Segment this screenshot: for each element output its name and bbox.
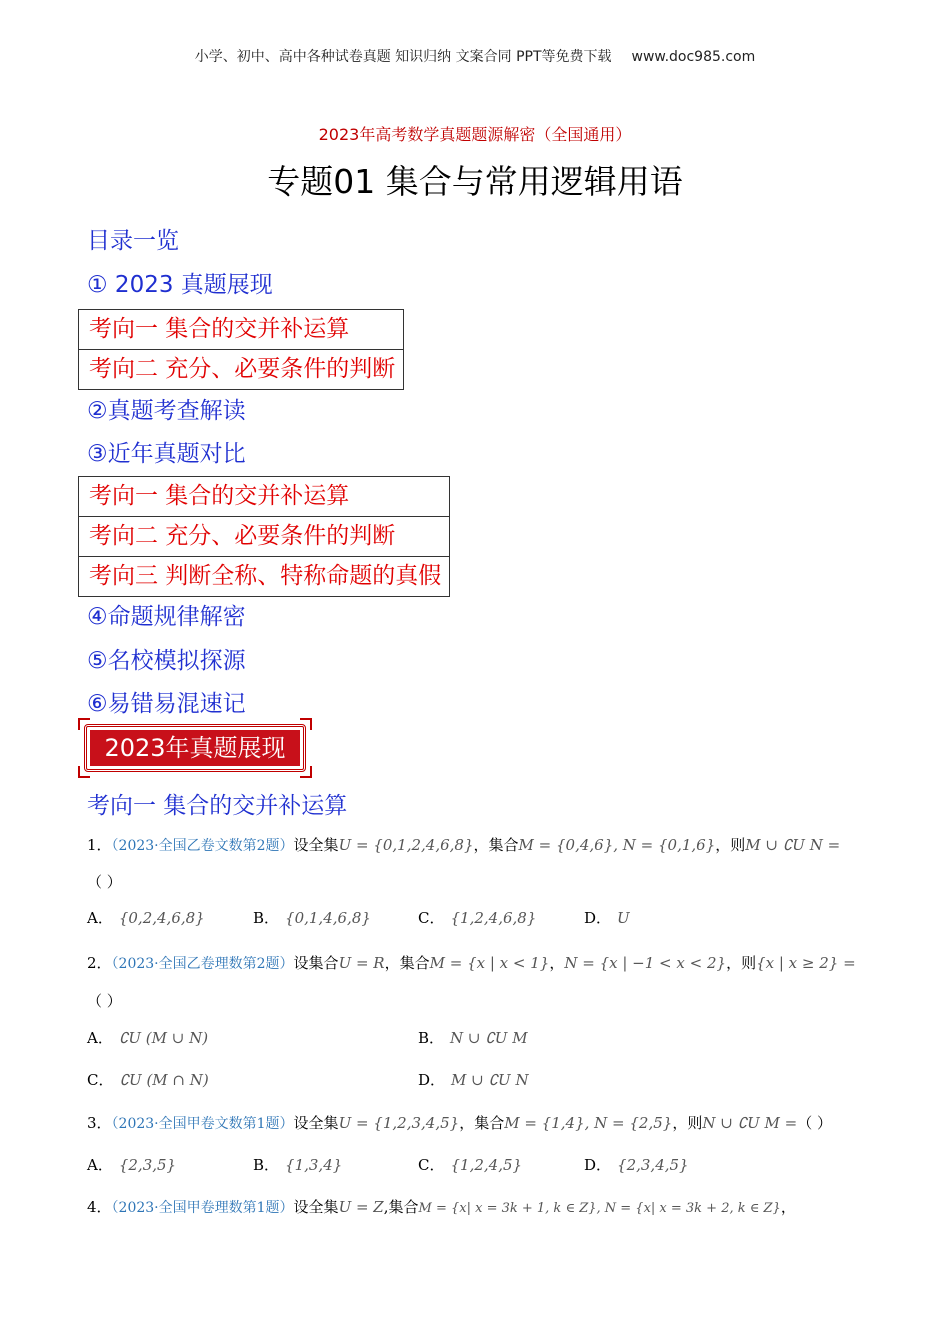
toc-group-1-row: 考向二 充分、必要条件的判断: [79, 349, 403, 389]
math-expression: M = {0,4,6}, N = {0,1,6}: [518, 836, 716, 854]
toc-item-2: ②真题考查解读: [87, 398, 246, 424]
option-label: A．: [87, 1156, 113, 1174]
option-value: ∁U (M ∪ N): [118, 1029, 209, 1047]
toc-group-2-row: 考向一 集合的交并补运算: [89, 483, 350, 509]
question-text: ，则: [726, 954, 757, 972]
option-a[interactable]: [87, 907, 205, 928]
question-number: 2．: [87, 954, 112, 972]
answer-paren: （ ）: [87, 992, 122, 1010]
option-label: D．: [418, 1071, 446, 1089]
header-url[interactable]: www.doc985.com: [631, 49, 756, 65]
option-value: U: [617, 909, 630, 927]
question-number: 3．: [87, 1114, 112, 1132]
section-banner: [84, 724, 306, 772]
option-label: C．: [418, 1156, 445, 1174]
option-label: B．: [418, 1029, 445, 1047]
question-text: ，: [549, 954, 565, 972]
math-expression: N = {x | −1 < x < 2}: [564, 954, 727, 972]
question-text: 设全集: [293, 1198, 339, 1216]
option-a[interactable]: [87, 1154, 176, 1175]
option-value: ∁U (M ∩ N): [119, 1071, 209, 1089]
option-value: {2,3,4,5}: [617, 1156, 689, 1174]
option-value: {1,3,4}: [285, 1156, 343, 1174]
question-source: （2023·全国甲卷理数第1题）: [111, 1200, 294, 1216]
option-value: {0,1,4,6,8}: [285, 909, 371, 927]
option-value: {2,3,5}: [118, 1156, 177, 1174]
option-label: B．: [253, 1156, 280, 1174]
option-label: B．: [253, 909, 280, 927]
toc-group-2-row: 考向三 判断全称、特称命题的真假: [79, 556, 449, 596]
question-text: ，则: [715, 836, 746, 854]
question-number: 1．: [87, 836, 112, 854]
question-4: [87, 1196, 796, 1217]
question-text: ，集合: [459, 1114, 505, 1132]
math-expression: {x | x ≥ 2} =: [756, 954, 856, 972]
site-header: [0, 46, 950, 66]
toc-item-4: ④命题规律解密: [87, 604, 246, 630]
math-expression: M = {1,4}, N = {2,5}: [504, 1114, 673, 1132]
option-a[interactable]: [87, 1027, 208, 1048]
header-text: 小学、初中、高中各种试卷真题 知识归纳 文案合同 PPT等免费下载: [194, 49, 612, 65]
option-d[interactable]: [584, 1154, 689, 1175]
option-label: C．: [87, 1071, 114, 1089]
question-text: 设全集: [293, 1114, 339, 1132]
option-c[interactable]: [418, 907, 536, 928]
option-label: D．: [584, 1156, 612, 1174]
option-b[interactable]: [418, 1027, 528, 1048]
toc-item-1: ① 2023 真题展现: [87, 272, 273, 298]
toc-item-6: ⑥易错易混速记: [87, 691, 246, 717]
option-value: {0,2,4,6,8}: [118, 909, 205, 927]
question-number: 4．: [87, 1198, 112, 1216]
toc-group-2: [78, 476, 450, 597]
toc-group-1: [78, 309, 404, 390]
toc-group-1-row: 考向一 集合的交并补运算: [89, 316, 350, 342]
toc-group-2-row: 考向二 充分、必要条件的判断: [79, 516, 449, 556]
option-d[interactable]: [418, 1069, 529, 1090]
question-2: [87, 952, 856, 973]
question-1: [87, 834, 840, 855]
option-c[interactable]: [418, 1154, 522, 1175]
answer-paren: （ ）: [797, 1114, 833, 1132]
math-expression: U = {0,1,2,4,6,8}: [338, 836, 474, 854]
toc-heading: 目录一览: [87, 228, 179, 254]
document-subtitle: 2023年高考数学真题题源解密（全国通用）: [318, 125, 632, 144]
section-heading: 考向一 集合的交并补运算: [87, 793, 348, 819]
option-b[interactable]: [253, 1154, 342, 1175]
answer-paren: （ ）: [87, 873, 122, 891]
question-text: 设集合: [293, 954, 339, 972]
math-expression: U = {1,2,3,4,5}: [338, 1114, 460, 1132]
option-value: {1,2,4,5}: [450, 1156, 523, 1174]
question-source: （2023·全国乙卷理数第2题）: [111, 956, 294, 972]
math-expression: N ∪ ∁U M =: [702, 1114, 798, 1132]
banner-text: 2023年真题展现: [104, 734, 286, 762]
question-text: ，集合: [473, 836, 519, 854]
question-source: （2023·全国甲卷文数第1题）: [111, 1116, 294, 1132]
option-label: C．: [418, 909, 445, 927]
toc-item-3: ③近年真题对比: [87, 441, 246, 467]
option-b[interactable]: [253, 907, 371, 928]
math-expression: U = R: [338, 954, 385, 972]
math-expression: M ∪ ∁U N =: [745, 836, 841, 854]
option-value: M ∪ ∁U N: [451, 1071, 529, 1089]
toc-item-5: ⑤名校模拟探源: [87, 648, 246, 674]
question-3: [87, 1112, 832, 1133]
question-text: ，集合: [384, 954, 430, 972]
question-source: （2023·全国乙卷文数第2题）: [111, 838, 294, 854]
document-title: 专题01 集合与常用逻辑用语: [267, 162, 683, 201]
option-label: D．: [584, 909, 612, 927]
math-expression: U = Z: [338, 1198, 384, 1216]
question-text: 设全集: [293, 836, 339, 854]
question-text: ，: [780, 1198, 796, 1216]
question-text: ，则: [672, 1114, 703, 1132]
question-text: ,集合: [383, 1198, 419, 1216]
option-label: A．: [87, 909, 113, 927]
option-value: N ∪ ∁U M: [450, 1029, 528, 1047]
option-c[interactable]: [87, 1069, 209, 1090]
option-label: A．: [87, 1029, 113, 1047]
math-expression: M = {x| x = 3k + 1, k ∈ Z}, N = {x| x = 3k + 2, k ∈ Z}: [418, 1201, 781, 1216]
option-d[interactable]: [584, 907, 630, 928]
option-value: {1,2,4,6,8}: [450, 909, 537, 927]
math-expression: M = {x | x < 1}: [429, 954, 550, 972]
